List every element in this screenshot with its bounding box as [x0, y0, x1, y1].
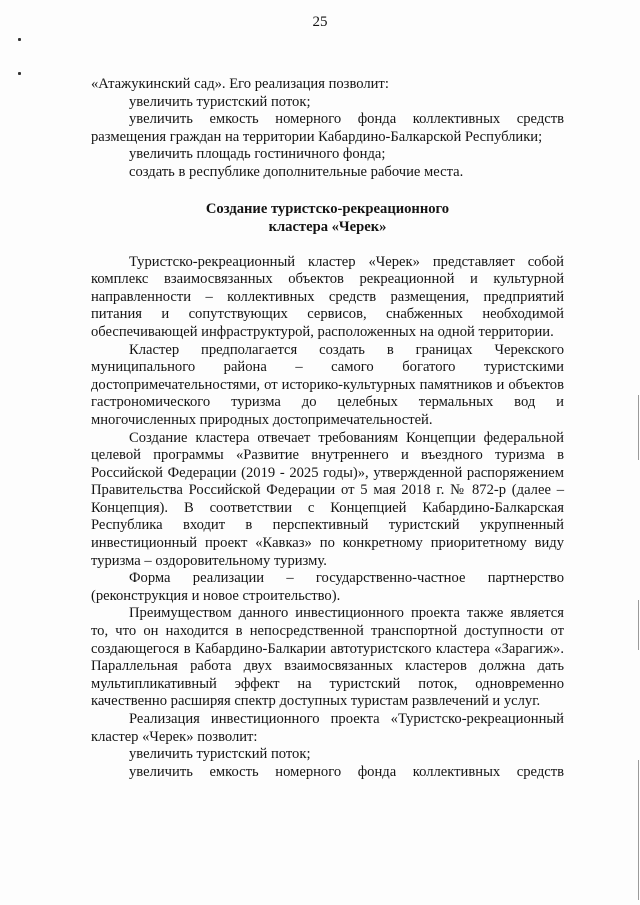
paragraph: Преимуществом данного инвестиционного проекта также является то, что он находится в непосредственной транспортной доступности от создающегося в Кабардино-Балкарии автотуристского кластера «Зарагиж». Параллельная работа двух взаимосвязанных кластеров должна дать мультипликативный эффект на туристский поток, одновременно качественно расширяя спектр доступных туристам развлечений и услуг.	[91, 605, 564, 710]
document-body	[91, 76, 564, 781]
scan-mark	[18, 38, 21, 41]
list-item: создать в республике дополнительные рабочие места.	[129, 163, 464, 180]
section-title-line: Создание туристско-рекреационного	[205, 200, 450, 217]
scan-edge-line	[638, 600, 639, 650]
scan-edge-line	[638, 760, 639, 900]
list-item: увеличить туристский поток;	[129, 746, 311, 763]
paragraph: Форма реализации – государственно-частное партнерство (реконструкция и новое строительство).	[91, 570, 564, 604]
list-item: увеличить емкость номерного фонда коллективных средств	[129, 763, 564, 780]
scan-mark	[18, 72, 21, 75]
paragraph: Туристско-рекреационный кластер «Черек» представляет собой комплекс взаимосвязанных объектов рекреационной и культурной направленности – коллективных средств размещения, предприятий питания и сопутствующих сервисов, снабженных необходимой обеспечивающей инфраструктурой, расположенных на одной территории.	[91, 253, 564, 340]
paragraph: Создание кластера отвечает требованиям Концепции федеральной целевой программы «Развитие внутреннего и въездного туризма в Российской Федерации (2019 - 2025 годы)», утвержденной распоряжением Правительства Российской Федерации от 5 мая 2018 г. № 872-р (далее – Концепция). В соответствии с Концепцией Кабардино-Балкарская Республика входит в перспективный туристский укрупненный инвестиционный проект «Кавказ» по конкретному приоритетному виду туризма – оздоровительному туризму.	[91, 429, 564, 569]
paragraph: Кластер предполагается создать в границах Черекского муниципального района – самого богатого туристскими достопримечательностями, от историко-культурных памятников и объектов гастрономического туризма до целебных термальных вод и многочисленных природных достопримечательностей.	[91, 341, 564, 428]
section-title-line: кластера «Черек»	[268, 218, 387, 235]
list-item: увеличить туристский поток;	[129, 93, 311, 110]
intro-lead: «Атажукинский сад». Его реализация позволит:	[91, 76, 389, 92]
list-item: увеличить емкость номерного фонда коллективных средств размещения граждан на территории Кабардино-Балкарской Республики;	[91, 111, 564, 145]
paragraph: Реализация инвестиционного проекта «Туристско-рекреационный кластер «Черек» позволит:	[91, 711, 564, 745]
page-number: 25	[312, 14, 328, 30]
section-title	[91, 200, 564, 236]
list-item: увеличить площадь гостиничного фонда;	[129, 146, 386, 163]
scan-edge-line	[638, 395, 639, 460]
